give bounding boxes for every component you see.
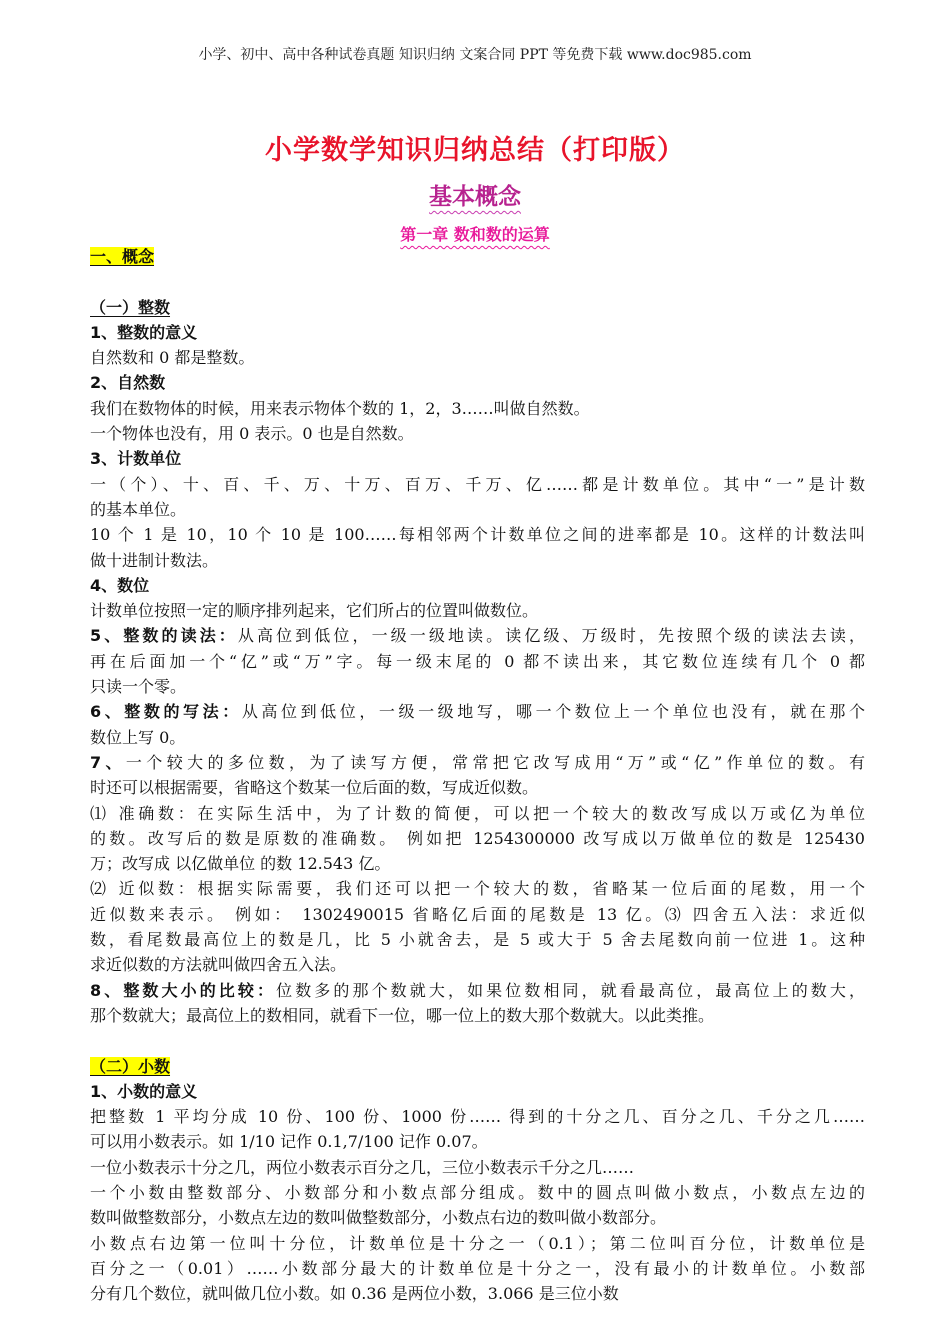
subtitle-text: 基本概念 (429, 184, 521, 210)
section-heading-text: 一、概念 (90, 247, 155, 266)
paragraph-line: 一个物体也没有，用 0 表示。0 也是自然数。 (90, 424, 414, 444)
paragraph-line: 我们在数物体的时候，用来表示物体个数的 1，2，3……叫做自然数。 (90, 398, 590, 418)
paragraph-line: 一位小数表示十分之几，两位小数表示百分之几，三位小数表示千分之几…… (90, 1157, 635, 1177)
paragraph-line: 可以用小数表示。如 1/10 记作 0.1,7/100 记作 0.07。 (90, 1132, 488, 1152)
paragraph-line: 再在后面加一个“亿”或“万”字。每一级末尾的 0 都不读出来，其它数位连续有几个 0 都 (90, 651, 865, 671)
paragraph-line: 近似数来表示。 例如： 1302490015 省略亿后面的尾数是 13 亿。⑶ 四舍五入法：求近似 (90, 904, 865, 924)
subsection-heading (90, 295, 865, 320)
spacer (90, 1028, 865, 1053)
paragraph-line: 一（个）、十、百、千、万、十万、百万、千万、亿……都是计数单位。其中“一”是计数 (90, 474, 865, 494)
paragraph-line: 数叫做整数部分，小数点左边的数叫做整数部分，小数点右边的数叫做小数部分。 (90, 1208, 667, 1228)
subsection-heading-text: （一）整数 (90, 297, 171, 317)
paragraph-line: ⑴ 准确数：在实际生活中，为了计数的简便，可以把一个较大的数改写成以万或亿为单位 (90, 803, 865, 823)
chapter-heading (0, 222, 950, 245)
document-title: 小学数学知识归纳总结（打印版） (265, 135, 685, 166)
subsection-heading-text: （二）小数 (90, 1056, 171, 1076)
paragraph-line: 计数单位按照一定的顺序排列起来，它们所占的位置叫做数位。 (90, 601, 539, 621)
paragraph-line: 数位上写 0。 (90, 727, 186, 747)
paragraph-line: 10 个 1 是 10，10 个 10 是 100……每相邻两个计数单位之间的进率都是 10。这样的计数法叫 (90, 525, 865, 545)
paragraph-line: 一个小数由整数部分、小数部分和小数点部分组成。数中的圆点叫做小数点，小数点左边的 (90, 1182, 865, 1202)
paragraph-line: 做十进制计数法。 (90, 550, 219, 570)
inline-text: 从高位到低位，一级一级地读。读亿级、万级时，先按照个级的读法去读， (237, 626, 865, 646)
paragraph-line: 的基本单位。 (90, 499, 187, 519)
inline-heading: 7、 (90, 752, 126, 772)
paragraph-line: 那个数就大；最高位上的数相同，就看下一位，哪一位上的数大那个数就大。以此类推。 (90, 1005, 715, 1025)
inline-heading: 8、整数大小的比较： (90, 980, 277, 1000)
paragraph-line: ⑵ 近似数：根据实际需要，我们还可以把一个较大的数，省略某一位后面的尾数，用一个 (90, 879, 865, 899)
inline-heading: 5、整数的读法： (90, 626, 238, 646)
paragraph-line (90, 699, 865, 724)
item-heading: 3、计数单位 (90, 449, 182, 469)
spacer (90, 269, 865, 294)
paragraph-line: 小数点右边第一位叫十分位，计数单位是十分之一（0.1）；第二位叫百分位，计数单位是 (90, 1233, 865, 1253)
inline-heading: 6、整数的写法： (90, 702, 242, 722)
chapter-text: 第一章 数和数的运算 (400, 225, 550, 244)
paragraph-line (90, 623, 865, 648)
paragraph-line: 的数。改写后的数是原数的准确数。 例如把 1254300000 改写成以万做单位的数是 125430 (90, 828, 865, 848)
paragraph-line: 万；改写成 以亿做单位 的数 12.543 亿。 (90, 854, 391, 874)
paragraph-line: 时还可以根据需要，省略这个数某一位后面的数，写成近似数。 (90, 778, 539, 798)
paragraph-line (90, 750, 865, 775)
paragraph-line: 分有几个数位，就叫做几位小数。如 0.36 是两位小数，3.066 是三位小数 (90, 1284, 619, 1304)
item-heading: 4、数位 (90, 575, 150, 595)
document-subtitle (0, 178, 950, 211)
inline-text: 位数多的那个数就大，如果位数相同，就看最高位，最高位上的数大， (276, 980, 865, 1000)
inline-text: 从高位到低位，一级一级地写，哪一个数位上一个单位也没有，就在那个 (241, 702, 865, 722)
item-heading: 1、小数的意义 (90, 1081, 198, 1101)
paragraph-line: 百分之一（0.01）……小数部分最大的计数单位是十分之一，没有最小的计数单位。小数部 (90, 1258, 865, 1278)
document-body (90, 244, 865, 1306)
paragraph-line: 把整数 1 平均分成 10 份、100 份、1000 份…… 得到的十分之几、百分之几、千分之几…… (90, 1107, 865, 1127)
item-heading: 2、自然数 (90, 373, 166, 393)
paragraph-line: 只读一个零。 (90, 677, 187, 697)
paragraph-line: 自然数和 0 都是整数。 (90, 348, 255, 368)
paragraph-line (90, 978, 865, 1003)
item-heading: 1、整数的意义 (90, 322, 198, 342)
inline-text: 一个较大的多位数，为了读写方便，常常把它改写成用“万”或“亿”作单位的数。有 (125, 752, 865, 772)
section-heading (90, 244, 865, 269)
page-header: 小学、初中、高中各种试卷真题 知识归纳 文案合同 PPT 等免费下载 www.doc985.com (198, 47, 752, 63)
subsection-heading (90, 1054, 865, 1079)
paragraph-line: 数，看尾数最高位上的数是几，比 5 小就舍去，是 5 或大于 5 舍去尾数向前一位进 1。这种 (90, 930, 865, 950)
paragraph-line: 求近似数的方法就叫做四舍五入法。 (90, 955, 347, 975)
